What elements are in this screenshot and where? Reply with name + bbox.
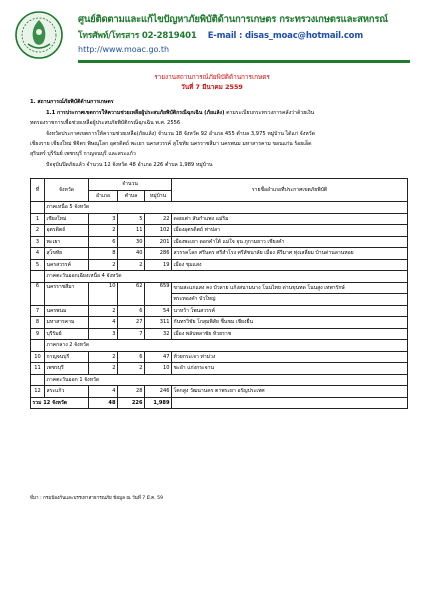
header-province: จังหวัด <box>45 179 89 202</box>
header-subdistrict: ตำบล <box>118 190 145 202</box>
row-subdistrict-count: 5 <box>118 213 145 225</box>
row-village-count: 102 <box>145 225 172 237</box>
region-name: ภาคตะวันออกเฉียงเหนือ 4 จังหวัด <box>45 271 408 283</box>
table-row <box>31 282 408 294</box>
row-village-count: 19 <box>145 259 172 271</box>
row-district-count: 4 <box>89 386 118 398</box>
row-district-list: พระทองคำ บัวใหญ่ <box>172 294 408 306</box>
row-subdistrict-count: 2 <box>118 259 145 271</box>
row-district-list: ห้วยกระเจา ท่าม่วง <box>172 351 408 363</box>
letterhead <box>14 10 410 62</box>
row-subdistrict-count: 30 <box>118 236 145 248</box>
row-district-list: เมือง ชุมแสง <box>172 259 408 271</box>
row-number: 10 <box>31 351 45 363</box>
row-village-count: 10 <box>145 363 172 375</box>
row-number: 5 <box>31 259 45 271</box>
region-row <box>31 374 408 386</box>
row-district-list: โคกสูง วัฒนานคร ตาพระยา อรัญประเทศ <box>172 386 408 398</box>
email-text: E-mail : disas_moac@hotmail.com <box>207 31 363 41</box>
region-spacer <box>31 202 45 214</box>
paragraph-line: ปัจจุบันปิดภัยแล้ว จำนวน 12 จังหวัด 48 อำเภอ 226 ตำบล 1,989 หมู่บ้าน <box>46 162 213 168</box>
row-district-list: นาหว้า โพนสวรรค์ <box>172 305 408 317</box>
region-name: ภาคเหนือ 5 จังหวัด <box>45 202 408 214</box>
row-district-list: ชะอำ แก่งกระจาน <box>172 363 408 375</box>
report-title: รายงานสถานการณ์ภัยพิบัติด้านการเกษตร <box>154 73 270 81</box>
row-subdistrict-count: 6 <box>118 351 145 363</box>
row-district-count: 4 <box>89 317 118 329</box>
row-district-list: เมือง พลับพลาชัย ห้วยราช <box>172 328 408 340</box>
row-district-count: 2 <box>89 259 118 271</box>
table-row <box>31 317 408 329</box>
source-footnote: ที่มา : กรมป้องกันและบรรเทาสาธารณภัย ข้อมูล ณ วันที่ 7 มี.ค. 59 <box>30 496 164 501</box>
row-number: 2 <box>31 225 45 237</box>
phone-text: โทรศัพท์/โทรสาร 02-2819401 <box>78 31 197 41</box>
table-row <box>31 305 408 317</box>
table-row <box>31 351 408 363</box>
row-province: สุโขทัย <box>45 248 89 260</box>
row-village-count: 22 <box>145 213 172 225</box>
total-row <box>31 397 408 409</box>
row-village-count: 54 <box>145 305 172 317</box>
row-subdistrict-count: 11 <box>118 225 145 237</box>
table-row <box>31 236 408 248</box>
total-district: 48 <box>89 397 118 409</box>
row-district-count: 2 <box>89 225 118 237</box>
row-village-count: 47 <box>145 351 172 363</box>
table-row <box>31 386 408 398</box>
row-number: 6 <box>31 282 45 305</box>
row-village-count: 32 <box>145 328 172 340</box>
row-district-count: 2 <box>89 351 118 363</box>
row-district-count: 10 <box>89 282 118 305</box>
row-province: มหาสารคาม <box>45 317 89 329</box>
contact-line <box>78 28 363 42</box>
row-subdistrict-count: 27 <box>118 317 145 329</box>
row-province: กาญจนบุรี <box>45 351 89 363</box>
row-district-count: 2 <box>89 305 118 317</box>
region-row <box>31 271 408 283</box>
header-list: รายชื่ออำเภอที่ประกาศเขตภัยพิบัติ <box>172 179 408 202</box>
header-village: หมู่บ้าน <box>145 190 172 202</box>
row-province: พะเยา <box>45 236 89 248</box>
row-subdistrict-count: 6 <box>118 305 145 317</box>
header-no: ที่ <box>31 179 45 202</box>
region-name: ภาคตะวันออก 1 จังหวัด <box>45 374 408 386</box>
paragraph-line: จังหวัดประกาศเขตการให้ความช่วยเหลือ(ภัยแล้ง) จำนวน 18 จังหวัด 92 อำเภอ 455 ตำบล 3,975 หมู่บ้าน ได้แก่ จังหวัด <box>46 131 315 137</box>
row-district-list: สวรรคโลก ศรีนคร ศรีสำโรง ศรีสัชนาลัย เมือง คีรีมาศ ทุ่งเสลี่ยม บ้านด่านลานหอย <box>172 248 408 260</box>
row-province: นครพนม <box>45 305 89 317</box>
row-province: เพชรบุรี <box>45 363 89 375</box>
row-district-count: 2 <box>89 363 118 375</box>
table-row <box>31 363 408 375</box>
row-district-count: 3 <box>89 213 118 225</box>
total-spacer <box>172 397 408 409</box>
paragraph-line: สุรินทร์ บุรีรัมย์ เพชรบุรี กาญจนบุรี และสระแก้ว <box>30 151 136 157</box>
row-province: สระแก้ว <box>45 386 89 398</box>
region-spacer <box>31 271 45 283</box>
row-village-count: 659 <box>145 282 172 305</box>
row-number: 3 <box>31 236 45 248</box>
region-name: ภาคกลาง 2 จังหวัด <box>45 340 408 352</box>
paragraph-text: ตามระเบียบกระทรวงการคลังว่าด้วยเงิน <box>224 110 315 116</box>
paragraph-line: ทดรองราชการเพื่อช่วยเหลือผู้ประสบภัยพิบัติกรณีฉุกเฉิน พ.ศ. 2556 <box>30 120 181 126</box>
row-province: นครสวรรค์ <box>45 259 89 271</box>
row-number: 7 <box>31 305 45 317</box>
row-district-count: 3 <box>89 328 118 340</box>
row-subdistrict-count: 28 <box>118 386 145 398</box>
row-district-count: 8 <box>89 248 118 260</box>
row-subdistrict-count: 40 <box>118 248 145 260</box>
row-village-count: 201 <box>145 236 172 248</box>
header-district: อำเภอ <box>89 190 118 202</box>
region-spacer <box>31 340 45 352</box>
region-spacer <box>31 374 45 386</box>
region-row <box>31 340 408 352</box>
row-number: 12 <box>31 386 45 398</box>
row-district-count: 6 <box>89 236 118 248</box>
sub-heading: 1.1 การประกาศเขตการให้ความช่วยเหลือผู้ประสบภัยพิบัติกรณีฉุกเฉิน (ภัยแล้ง) <box>46 110 225 116</box>
total-label: รวม 12 จังหวัด <box>31 397 89 409</box>
org-title: ศูนย์ติดตามและแก้ไขปัญหาภัยพิบัติด้านการเกษตร กระทรวงเกษตรและสหกรณ์ <box>78 14 388 25</box>
paragraph-line <box>46 110 314 117</box>
table-row <box>31 248 408 260</box>
row-district-list: เมืองพะเยา ดอกคำใต้ แม่ใจ จุน ภูกามยาว เชียงคำ <box>172 236 408 248</box>
website-link[interactable]: http://www.moac.go.th <box>78 45 170 54</box>
row-district-list: ขามสะแกแสง คง บัวลาย แก้งสนามนาง โนนไทย ด่านขุนทด โนนสูง เทพารักษ์ <box>172 282 408 294</box>
row-subdistrict-count: 62 <box>118 282 145 305</box>
region-row <box>31 202 408 214</box>
row-number: 11 <box>31 363 45 375</box>
row-province: บุรีรัมย์ <box>45 328 89 340</box>
header-divider <box>78 60 410 63</box>
table-row <box>31 225 408 237</box>
row-province: นครราชสีมา <box>45 282 89 305</box>
row-village-count: 246 <box>145 386 172 398</box>
row-subdistrict-count: 2 <box>118 363 145 375</box>
row-number: 8 <box>31 317 45 329</box>
section-heading: 1. สถานการณ์ภัยพิบัติด้านการเกษตร <box>30 99 114 105</box>
ministry-seal-icon <box>14 10 64 60</box>
table-header-row <box>31 179 408 191</box>
row-number: 4 <box>31 248 45 260</box>
table-row <box>31 213 408 225</box>
total-village: 1,989 <box>145 397 172 409</box>
total-subdistrict: 226 <box>118 397 145 409</box>
row-number: 1 <box>31 213 45 225</box>
header-count: จำนวน <box>89 179 172 191</box>
row-village-count: 286 <box>145 248 172 260</box>
table-row <box>31 259 408 271</box>
paragraph-line: เชียงราย เชียงใหม่ พิจิตร พิษณุโลก อุตรดิตถ์ พะเยา นครสวรรค์ สุโขทัย นครราชสีมา นครพนม มหาสารคาม ขอนแก่น ร้อยเอ็ด <box>30 141 312 147</box>
row-subdistrict-count: 7 <box>118 328 145 340</box>
row-village-count: 311 <box>145 317 172 329</box>
row-district-list: ดอยเต่า สันกำแพง แม่ริม <box>172 213 408 225</box>
row-province: อุตรดิตถ์ <box>45 225 89 237</box>
row-district-list: กันทรวิชัย โกสุมพิสัย ชื่นชม เชียงยืน <box>172 317 408 329</box>
report-date: วันที่ 7 มีนาคม 2559 <box>181 83 243 91</box>
table-row <box>31 328 408 340</box>
declared-areas-table <box>30 178 408 409</box>
row-province: เชียงใหม่ <box>45 213 89 225</box>
row-district-list: เมืองอุตรดิตถ์ ท่าปลา <box>172 225 408 237</box>
row-number: 9 <box>31 328 45 340</box>
